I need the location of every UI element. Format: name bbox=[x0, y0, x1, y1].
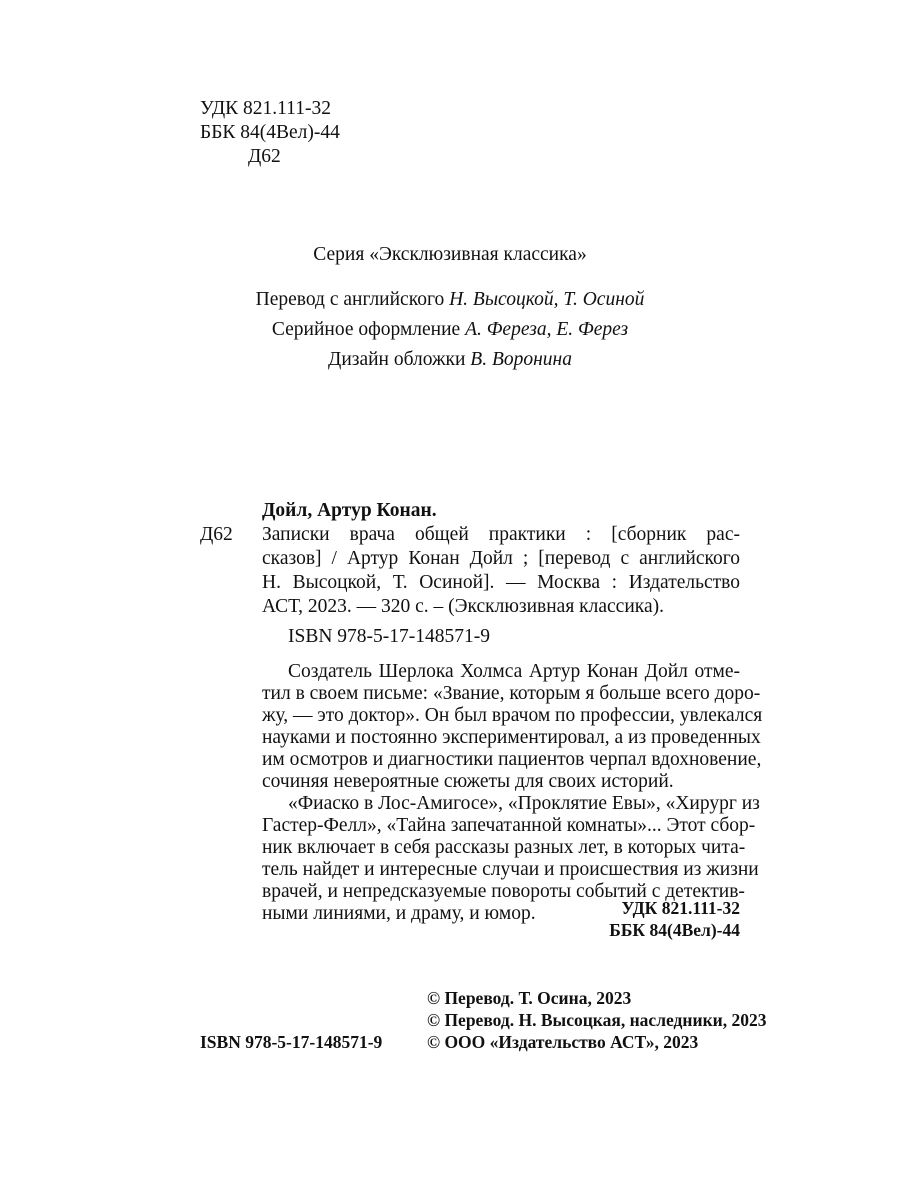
credit-names: В. Воронина bbox=[470, 349, 572, 370]
annotation-line: науками и постоянно экспериментировал, а из проведенных bbox=[262, 727, 761, 748]
credit-label: Перевод с английского bbox=[255, 289, 445, 310]
catalog-author-mark: Д62 bbox=[200, 524, 233, 545]
credit-series-design bbox=[0, 318, 900, 342]
credit-names: Н. Высоцкой, Т. Осиной bbox=[449, 289, 645, 310]
annotation-line: тил в своем письме: «Звание, которым я больше всего доро- bbox=[262, 683, 761, 704]
annotation-line: ник включает в себя рассказы разных лет, в которых чита- bbox=[262, 837, 746, 858]
catalog-isbn: ISBN 978-5-17-148571-9 bbox=[288, 626, 491, 647]
annotation-line: Гастер-Фелл», «Тайна запечатанной комнаты»... Этот сбор- bbox=[262, 815, 756, 836]
credit-label: Дизайн обложки bbox=[328, 349, 466, 370]
footer-isbn: ISBN 978-5-17-148571-9 bbox=[200, 1032, 383, 1052]
description-line: Н. Высоцкой, Т. Осиной]. — Москва : Издательство bbox=[262, 572, 740, 593]
credit-cover-design bbox=[0, 348, 900, 372]
annotation-line: «Фиаско в Лос-Амигосе», «Проклятие Евы», «Хирург из bbox=[288, 793, 760, 814]
description-line: Записки врача общей практики : [сборник рас- bbox=[262, 524, 740, 545]
annotation-line: сочиняя невероятные сюжеты для своих историй. bbox=[262, 771, 674, 792]
annotation-line: им осмотров и диагностики пациентов черпал вдохновение, bbox=[262, 749, 762, 770]
credit-translation bbox=[0, 288, 900, 312]
bbk-code: ББК 84(4Вел)-44 bbox=[200, 122, 340, 143]
author-mark: Д62 bbox=[248, 146, 281, 167]
copyright-line: © Перевод. Н. Высоцкая, наследники, 2023 bbox=[427, 1010, 767, 1030]
footer-udk-code: УДК 821.111-32 bbox=[621, 898, 740, 918]
annotation-line: жу, — это доктор». Он был врачом по профессии, увлекался bbox=[262, 705, 763, 726]
copyright-line: © ООО «Издательство АСТ», 2023 bbox=[427, 1032, 699, 1052]
annotation-line: Создатель Шерлока Холмса Артур Конан Дойл отме- bbox=[288, 661, 740, 682]
credit-names: А. Фереза, Е. Ферез bbox=[465, 319, 629, 340]
footer-bbk-code: ББК 84(4Вел)-44 bbox=[609, 920, 740, 940]
description-line: сказов] / Артур Конан Дойл ; [перевод с английского bbox=[262, 548, 740, 569]
credit-label: Серийное оформление bbox=[271, 319, 461, 340]
catalog-description bbox=[262, 523, 740, 619]
udk-code: УДК 821.111-32 bbox=[200, 98, 331, 119]
series-title: Серия «Эксклюзивная классика» bbox=[313, 244, 587, 265]
catalog-author-heading: Дойл, Артур Конан. bbox=[262, 500, 437, 521]
annotation-line: тель найдет и интересные случаи и происшествия из жизни bbox=[262, 859, 759, 880]
annotation-line: ными линиями, и драму, и юмор. bbox=[262, 903, 536, 924]
copyright-line: © Перевод. Т. Осина, 2023 bbox=[427, 988, 632, 1008]
description-line: АСТ, 2023. — 320 с. – (Эксклюзивная классика). bbox=[262, 596, 664, 617]
annotation-line: врачей, и непредсказуемые повороты событий с детектив- bbox=[262, 881, 745, 902]
